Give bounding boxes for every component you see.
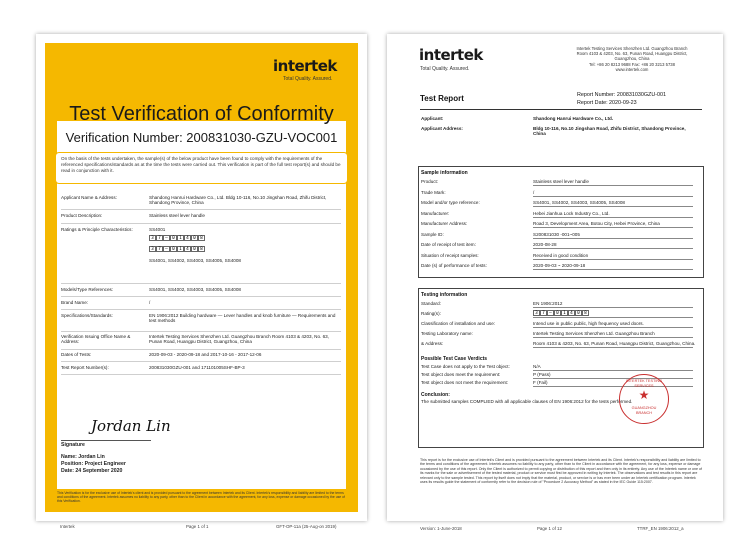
row-label: Date (s) of performance of tests: (421, 263, 487, 268)
field-label: Dates of Tests: (61, 352, 92, 357)
divider (61, 374, 341, 375)
intro-box: On the basis of the tests undertaken, the sample(s) of the below product have been found to comply with the requirements of the referenced specifications/standards as at the time the tests were carried out. This verification is part of the full test report(s) and should be read in conjunction with it. (55, 152, 348, 184)
row-underline (533, 259, 693, 260)
row-value: Road 3, Development Area, Botou City, Hebei Province, China (533, 221, 660, 226)
divider (61, 361, 341, 362)
footer-left: Version: 1-June-2018 (420, 526, 462, 531)
rating-digit-box: 7 (156, 235, 163, 241)
rating-digit-box: 0 (191, 235, 198, 241)
header-line: Intertek Testing Services Shenzhen Ltd. Guangzhou Branch (576, 46, 688, 51)
footer-left: Intertek (60, 524, 75, 529)
rating-digit-box: 0 (170, 235, 177, 241)
field-label: Ratings & Principle Characteristics: (61, 227, 133, 232)
header-line: Guangzhou, China (614, 56, 650, 62)
field-label: Verification Issuing Office Name & Address: (61, 334, 131, 345)
verification-certificate (36, 34, 367, 529)
row-underline (533, 337, 693, 338)
field-label: Brand Name: (61, 300, 89, 305)
rating-number-boxes (533, 310, 589, 316)
row-label: Test object does not meet the requirement: (421, 380, 509, 385)
certificate-title: Test Verification of Conformity (69, 103, 334, 125)
logo-tagline: Total Quality. Assured. (420, 66, 470, 72)
divider (61, 309, 341, 310)
divider (61, 209, 341, 210)
row-underline (533, 370, 693, 371)
rating-digit-box: 8 (198, 235, 205, 241)
row-label: Model and/or type reference: (421, 200, 480, 205)
row-value: N/A (533, 364, 541, 369)
row-underline (533, 269, 693, 270)
row-value: Room 4103 & 4203, No. 63, Punan Road, Huangpu District, Guangzhou, China. (533, 341, 696, 346)
divider (61, 331, 341, 332)
header-rule (420, 109, 702, 110)
intertek-logo: intertek (419, 46, 483, 64)
row-label: Manufacturer: (421, 210, 450, 216)
field-value: SS4001 (149, 227, 166, 232)
report-number: Report Number: 200831030GZU-001 (577, 92, 666, 98)
rating-digit-box: 1 (177, 235, 184, 241)
header-line: Room 4103 & 4203, No. 63, Punan Road, Huangpu District, (576, 51, 688, 57)
rating-number-boxes (149, 235, 205, 241)
row-label: Rating(s): (421, 311, 441, 316)
row-underline (533, 347, 693, 348)
row-value: 2020-08-28 (533, 242, 557, 247)
verification-number: Verification Number: 200831030-GZU-VOC001 (65, 130, 338, 145)
row-value: SS4001, SS4002, SS4003, SS4005, SS4008 (533, 200, 625, 205)
field-label: Applicant Name & Address: (61, 195, 117, 200)
row-value: P (Pass) (533, 372, 551, 377)
row-label: Date of receipt of test item: (421, 242, 476, 247)
conclusion-heading: Conclusion: (421, 392, 450, 398)
rating-digit-box: 4 (568, 310, 575, 316)
row-value: Hebei Jianhua Lock Industry Co., Ltd. (533, 210, 610, 216)
rating-digit-box: 1 (561, 310, 568, 316)
report-disclaimer: This report is for the exclusive use of Intertek's Client and is provided pursuant to the agreement between Intertek and its Client. Intertek's responsibility and liability are limited to the terms and conditions of the agreement. Intertek assumes no liability to any party, other than to the Client in accordance with the agreement, for any loss, expense or damage occasioned by the use of this report. Only the Client is authorized to permit copying or distribution of this report and then only in its entirety. Any use of the Intertek name or one of its marks for the sale or advertisement of the tested material, product or service must first be approved in writing by Intertek. The observations and test results in this report are relevant only to the sample tested. This report by itself does not imply that the material, product, or service is or has ever been under an Intertek certification program. Intertek uses its results guide the statement of conformity refer to the decision rule of "Procedure 2 Accuracy Method" as stated in the IEC Guide 115:2007. (420, 458, 702, 485)
divider (61, 296, 341, 297)
rating-digit-box: 0 (575, 310, 582, 316)
row-label: Sample ID: (421, 231, 444, 237)
field-value: Intertek Testing Services Shenzhen Ltd. Guangzhou Branch Room 4103 & 4203, No. 63, Punan Road, Huangpu District, Guangzhou, China (149, 334, 329, 345)
row-value: Received in good condition (533, 252, 589, 258)
rating-digit-box: 8 (582, 310, 589, 316)
rating-digit-box: 7 (540, 310, 547, 316)
lab-header (557, 46, 707, 72)
row-underline (533, 238, 693, 239)
rating-digit-box: 0 (554, 310, 561, 316)
row-label: Standard: (421, 301, 441, 306)
row-underline (533, 206, 693, 207)
header-line: www.intertek.com (615, 66, 649, 72)
report-date: Report Date: 2020-09-23 (577, 100, 637, 106)
certificate-disclaimer: This Verification is for the exclusive use of Intertek's client and is provided pursuant to the agreement between Intertek and its Client. Intertek's responsibility and liability are limited to the terms and conditions of the agreement. Intertek assumes no liability to any party, other than to the Client in accordance with the agreement, for any loss, expense or damage occasioned by the use of this Verification. (57, 491, 345, 504)
divider (61, 349, 341, 350)
rating-digit-box: – (547, 310, 554, 316)
row-label: Situation of receipt samples: (421, 252, 479, 258)
row-value: Intend use in public public, high frequency used doors. (533, 321, 644, 326)
page-number: Page 1 of 1 (186, 524, 209, 529)
rating-digit-box: 3 (533, 310, 540, 316)
certificate-frame: intertek Total Quality. Assured. Test Verification of Conformity Verification Number: 200831030-GZU-VOC001 On the basis of the tests undertaken, the sample(s) of the below product have been found to comply with the requirements of the referenced specifications/standards as at the time the tests were carried out. This verification is part of the full test report(s) and should be read in conjunction with it. Applicant Name & Address: Shandong Hanrui Hardware Co., Ltd. Bldg 10-116, No.10 Jingshan Road, Zhifu District, Shandong Province, China Product Description: Stainless steel lever handle Ratings & Principle Characteristics: SS4001 3 7 – 0 1 4 0 8 3 7 – 0 1 4 0 8 SS4001, SS4002, SS4003, SS4005, SS4008 Models/Type References: SS4001, SS4002, SS4003, SS4005, SS4008 Brand Name: / Specifications/Standards: EN 1906:2012 Building hardware — Lever handles and knob furniture — Requirements and test methods Verification Issuing Office Name & Address: Intertek Testing Services Shenzhen Ltd. Guangzhou Branch Room 4103 & 4203, No. 63, Punan Road, Huangpu District, Guangzhou, China Dates of Tests: 2020-09-03 - 2020-09-18 and 2017-10-16 - 2017-12-06 Test Report Number(s): 200831030GZU-001 and 171101005SHF-BP-3 Jordan Lin Signature Name: Jordan Lin Position: Project Engineer Date: 24 September 2020 This Verification is for the exclusive use of Intertek's client and is provided pursuant to the agreement between Intertek and its Client. Intertek's responsibility and liability are limited to the terms and conditions of the agreement. Intertek assumes no liability to any party, other than to the Client in accordance with the agreement, for any loss, expense or damage occasioned by the use of this Verification. (45, 43, 358, 512)
testing-info-heading: Testing information (421, 292, 468, 298)
row-label: Testing Laboratory name: (421, 331, 473, 336)
rating-digit-box: 0 (191, 246, 198, 252)
row-underline (533, 317, 693, 318)
row-underline (533, 217, 693, 218)
rating-digit-box: – (163, 235, 170, 241)
rating-digit-box: 8 (198, 246, 205, 252)
row-underline (533, 378, 693, 379)
field-value: Shandong Hanrui Hardware Co., Ltd. Bldg 10-116, No.10 Jingshan Road, Zhifu District, Shandong Province, China (149, 195, 327, 206)
signature: Jordan Lin (91, 417, 171, 435)
test-report: intertek Total Quality. Assured. Intertek Testing Services Shenzhen Ltd. Guangzhou Branch Room 4103 & 4203, No. 63, Punan Road, Huangpu District, Guangzhou, China Tel: +86 20 8213 9688 Fax: +86 20 3213 5738 www.intertek.com Test Report Report Number: 200831030GZU-001 Report Date: 2020-09-23 Applicant: Shandong Hanrui Hardware Co., Ltd. Applicant Address: Bldg 10-116, No.10 Jingshan Road, Zhifu District, Shandong Province, China Sample information Product: Stainless steel lever handle Trade Mark: / Model and/or type reference: SS4001, SS4002, SS4003, SS4005, SS4008 Manufacturer: Hebei Jianhua Lock Industry Co., Ltd. Manufacturer Address: Road 3, Development Area, Botou City, Hebei Province, China Sample ID: S200831030 -001~005 Date of receipt of test item: 2020-08-28 Situation of receipt samples: Received in good condition Date (s) of performance of tests: 2020-09-03 ~ 2020-09-18 Testing information Standard: EN 1906:2012 Rating(s): Classification of installation and use: Intend use in public public, high frequency used doors. Testing Laboratory name: Intertek Testing Services Shenzhen Ltd. Guangzhou Branch & Address: Room 4103 & 4203, No. 63, Punan Road, Huangpu District, Guangzhou, China. 3 7 – 0 1 4 0 8 Possible Test Case Verdicts Test Case does not apply to the Test object: N/A Test object does meet the requirement: P (Pass) Test object does not meet the requirement: F (Fail) Conclusion: The submitted samples COMPLIED with all applicable clauses of EN 1906:2012 for the tests performed. INTERTEK TESTING SERVICES ★ GUANGZHOU BRANCH This report is for the exclusive use of Intertek's Client and is provided pursuant to the agreement between Intertek and its Client. Intertek's responsibility and liability are limited to the terms and conditions of the agreement. Intertek assumes no liability to any party, other than to the Client in accordance with the agreement, for any loss, expense or damage occasioned by the use of this report. Only the Client is authorized to permit copying or distribution of this report and then only in its entirety. Any use of the Intertek name or one of its marks for the sale or advertisement of the tested material, product or service must first be approved in writing by Intertek. The observations and test results in this report are relevant only to the sample tested. This report by itself does not imply that the material, product, or service is or has ever been under an Intertek certification program. Intertek uses its results guide the statement of conformity refer to the decision rule of "Procedure 2 Accuracy Method" as stated in the IEC Guide 115:2007. Version: 1-June-2018 Page 1 of 12 TTRF_EN 1906:2012_a (387, 34, 723, 521)
verdicts-heading: Possible Test Case Verdicts (421, 356, 488, 362)
logo-tagline: Total Quality. Assured. (283, 76, 333, 82)
field-value: / (149, 300, 151, 305)
row-underline (533, 307, 693, 308)
divider (61, 283, 341, 284)
row-underline (533, 196, 693, 197)
field-value: EN 1906:2012 Building hardware — Lever handles and knob furniture — Requirements and test methods (149, 313, 336, 324)
report-title: Test Report (420, 94, 464, 103)
row-label: Product: (421, 179, 439, 184)
row-label: Classification of installation and use: (421, 321, 496, 326)
signature-line (61, 440, 151, 441)
row-value: S200831030 -001~005 (533, 231, 580, 237)
field-label: Models/Type References: (61, 287, 114, 292)
row-value: Intertek Testing Services Shenzhen Ltd. Guangzhou Branch (533, 331, 655, 336)
row-underline (533, 327, 693, 328)
header-line: Tel: +86 20 8213 9688 Fax: +86 20 3213 5738 (589, 61, 675, 67)
field-value: Stainless steel lever handle (149, 213, 205, 218)
row-underline (533, 185, 693, 186)
rating-digit-box: 4 (184, 246, 191, 252)
row-value: Stainless steel lever handle (533, 179, 589, 184)
official-stamp (619, 374, 669, 424)
row-label: Trade Mark: (421, 189, 446, 195)
rating-digit-box: 4 (184, 235, 191, 241)
field-value: SS4001, SS4002, SS4003, SS4005, SS4008 (149, 258, 241, 263)
field-value: SS4001, SS4002, SS4003, SS4005, SS4008 (149, 287, 241, 292)
field-value: 2020-09-03 - 2020-09-18 and 2017-10-16 - 2017-12-06 (149, 352, 262, 357)
stamp-top-text: INTERTEK TESTING SERVICES (625, 379, 663, 388)
row-label: Test object does meet the requirement: (421, 372, 501, 377)
page-number: Page 1 of 12 (537, 526, 562, 531)
footer-right: TTRF_EN 1906:2012_a (637, 526, 684, 531)
footer-right: GFT-OP-11a (25-Aug-on 2019) (276, 524, 337, 529)
rating-digit-box: 3 (149, 246, 156, 252)
row-label: Manufacturer Address: (421, 221, 468, 226)
row-label: Test Case does not apply to the Test object: (421, 364, 510, 369)
row-underline (533, 386, 693, 387)
field-label: Product Description: (61, 213, 103, 218)
rating-digit-box: 0 (170, 246, 177, 252)
divider (61, 223, 341, 224)
row-value: 2020-09-03 ~ 2020-09-18 (533, 263, 586, 268)
row-value: F (Fail) (533, 380, 548, 385)
field-label: Specifications/Standards: (61, 313, 113, 318)
stamp-bottom-text: GUANGZHOU BRANCH (631, 406, 657, 415)
row-value: / (533, 189, 535, 195)
stamp-star-icon: ★ (638, 388, 650, 402)
field-label: Test Report Number(s): (61, 365, 109, 370)
rating-digit-box: 7 (156, 246, 163, 252)
rating-digit-box: 1 (177, 246, 184, 252)
row-underline (533, 227, 693, 228)
row-label: & Address: (421, 341, 444, 346)
sample-info-heading: Sample information (421, 170, 468, 176)
rating-digit-box: – (163, 246, 170, 252)
rating-number-boxes (149, 246, 205, 252)
row-value: EN 1906:2012 (533, 301, 563, 306)
row-underline (533, 248, 693, 249)
intertek-logo: intertek (273, 57, 337, 75)
rating-digit-box: 3 (149, 235, 156, 241)
field-value: 200831030GZU-001 and 171101005SHF-BP-3 (149, 365, 245, 370)
